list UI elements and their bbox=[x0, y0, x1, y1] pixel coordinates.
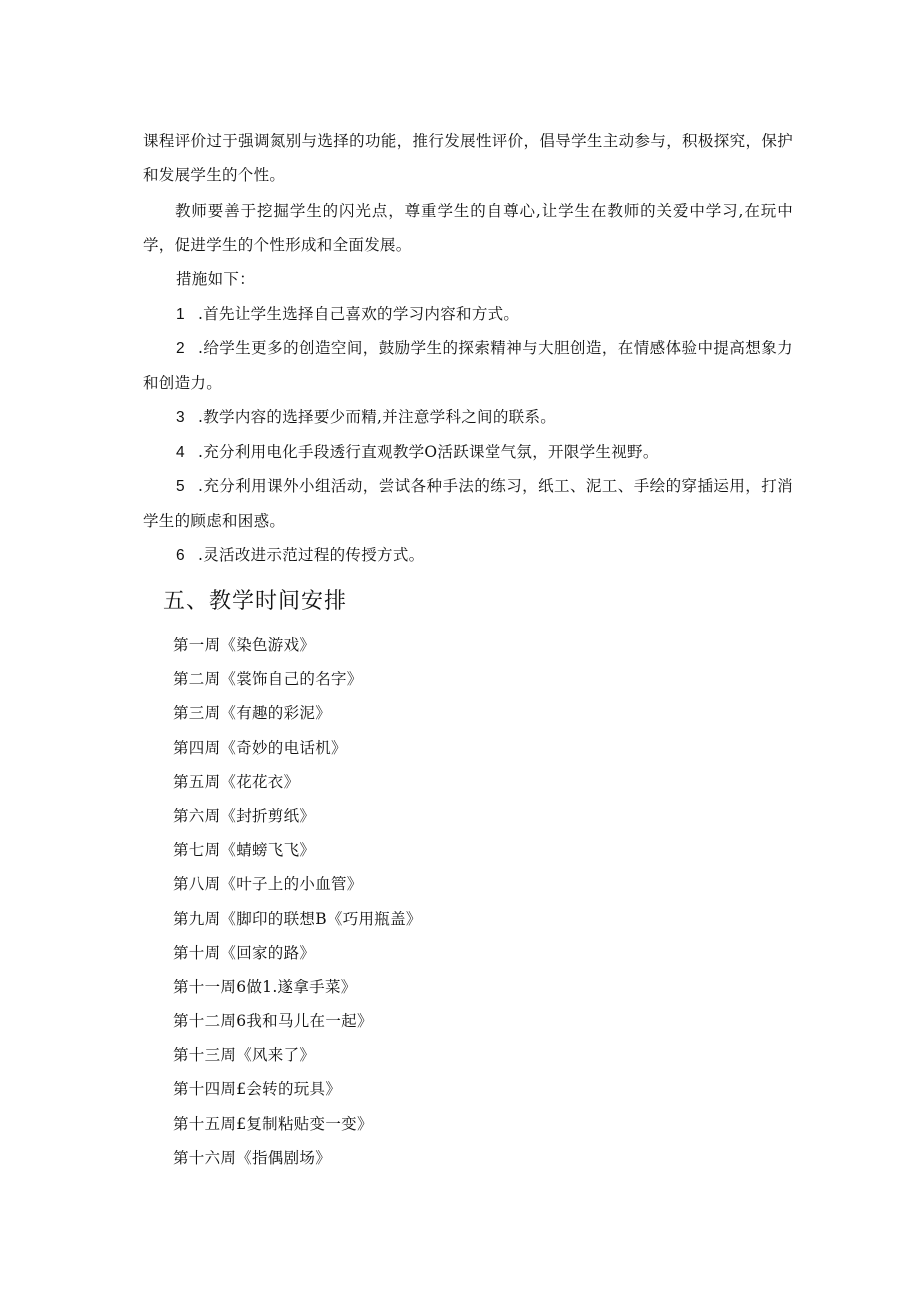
week-item: 第十一周6做1.遂拿手菜》 bbox=[173, 977, 357, 996]
measure-text: .灵活改进示范过程的传授方式。 bbox=[198, 546, 425, 564]
week-item: 第八周《叶子上的小血管》 bbox=[173, 875, 363, 894]
measure-item bbox=[143, 331, 793, 400]
measure-item bbox=[176, 435, 659, 470]
measure-item bbox=[176, 400, 556, 435]
week-item: 第九周《脚印的联想B《巧用瓶盖》 bbox=[173, 909, 422, 928]
measure-text: .教学内容的选择要少而精,并注意学科之间的联系。 bbox=[198, 408, 557, 426]
intro-paragraph-teacher: 教师要善于挖掘学生的闪光点，尊重学生的自尊心,让学生在教师的关爱中学习,在玩中学，促进学生的个性形成和全面发展。 bbox=[143, 202, 793, 254]
measure-number: 2 bbox=[176, 340, 185, 357]
measure-text: .充分利用电化手段透行直观教学O活跃课堂气氛，开限学生视野。 bbox=[198, 443, 659, 461]
week-item: 第十三周《风来了》 bbox=[173, 1046, 316, 1065]
measure-number: 4 bbox=[176, 444, 185, 461]
week-schedule-list bbox=[173, 628, 422, 1175]
measure-number: 1 bbox=[176, 306, 185, 323]
measure-item bbox=[176, 297, 519, 332]
measure-number: 5 bbox=[176, 478, 185, 495]
week-item: 第七周《蜻螃飞飞》 bbox=[173, 841, 316, 860]
measure-text: .首先让学生选择自己喜欢的学习内容和方式。 bbox=[198, 305, 520, 323]
measures-intro: 措施如下： bbox=[176, 270, 256, 288]
week-item: 第十五周£复制粘贴变一变》 bbox=[173, 1114, 373, 1133]
measure-text: .给学生更多的创造空间，鼓励学生的探索精神与大胆创造，在情感体验中提高想象力和创造力。 bbox=[143, 339, 793, 392]
week-item: 第十四周£会转的玩具》 bbox=[173, 1080, 342, 1099]
week-item: 第三周《有趣的彩泥》 bbox=[173, 704, 332, 723]
section-heading: 五、教学时间安排 bbox=[163, 589, 348, 614]
week-item: 第十六周《指偶剧场》 bbox=[173, 1148, 332, 1167]
measure-number: 3 bbox=[176, 409, 185, 426]
measure-text: .充分利用课外小组活动，尝试各种手法的练习，纸工、泥工、手绘的穿插运用，打消学生的顾虑和困惑。 bbox=[143, 477, 793, 530]
week-item: 第六周《封折剪纸》 bbox=[173, 806, 316, 825]
measure-item bbox=[143, 469, 793, 538]
week-item: 第四周《奇妙的电话机》 bbox=[173, 738, 347, 757]
week-item: 第一周《染色游戏》 bbox=[173, 636, 316, 654]
week-item: 第十二周6我和马儿在一起》 bbox=[173, 1012, 373, 1031]
week-item: 第十周《回家的路》 bbox=[173, 943, 316, 962]
measure-number: 6 bbox=[176, 547, 185, 564]
week-item: 第二周《裳饰自己的名字》 bbox=[173, 670, 363, 689]
measure-item bbox=[176, 538, 424, 573]
week-item: 第五周《花花衣》 bbox=[173, 772, 300, 791]
intro-paragraph-evaluation: 课程评价过于强调氮别与选择的功能，推行发展性评价，倡导学生主动参与，积极探究，保护和发展学生的个性。 bbox=[143, 132, 793, 184]
